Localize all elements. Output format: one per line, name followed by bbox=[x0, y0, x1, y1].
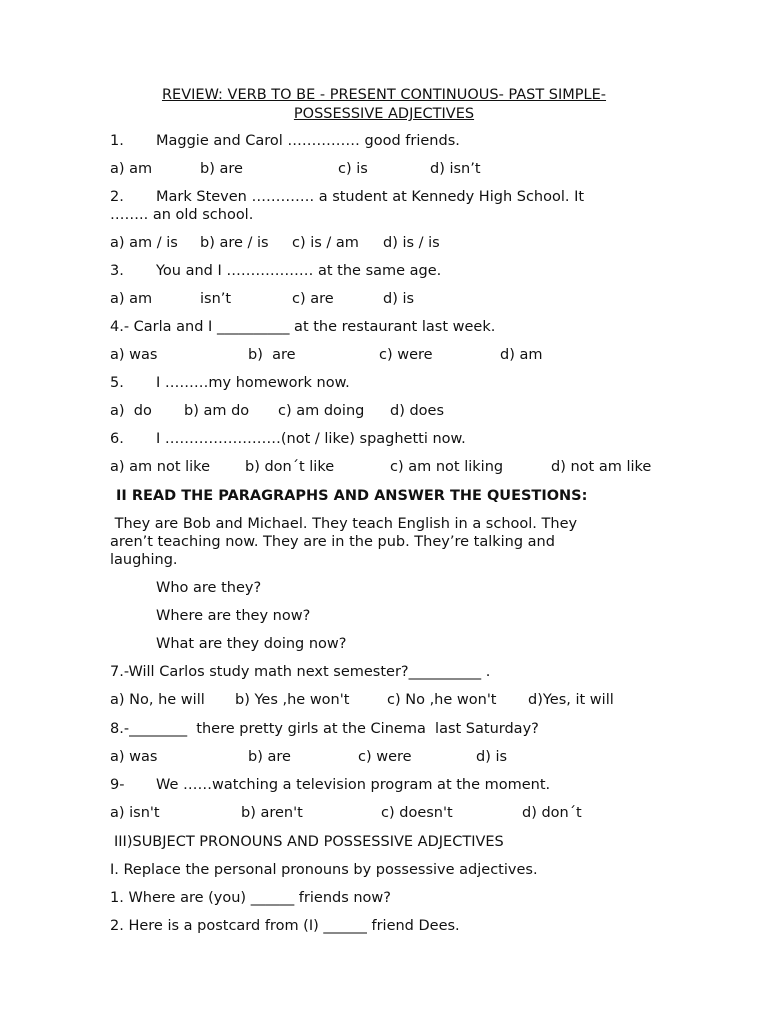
reading-question-3: What are they doing now? bbox=[156, 636, 347, 652]
q6-number: 6. bbox=[110, 431, 124, 447]
q3-option-a: a) am bbox=[110, 291, 153, 307]
q5-option-c: c) am doing bbox=[278, 403, 365, 419]
q9-number: 9- bbox=[110, 777, 125, 793]
q5-option-b: b) am do bbox=[184, 403, 250, 419]
q7-option-d: d)Yes, it will bbox=[528, 692, 614, 708]
paragraph-line-1: They are Bob and Michael. They teach English in a school. They bbox=[110, 516, 578, 532]
q7-option-a: a) No, he will bbox=[110, 692, 205, 708]
q9-option-b: b) aren't bbox=[241, 805, 303, 821]
q9-option-c: c) doesn't bbox=[381, 805, 453, 821]
q4-text: 4.- Carla and I __________ at the restaurant last week. bbox=[110, 319, 496, 335]
q4-option-d: d) am bbox=[500, 347, 543, 363]
q5-option-d: d) does bbox=[390, 403, 445, 419]
paragraph-line-3: laughing. bbox=[110, 552, 178, 568]
q8-option-b: b) are bbox=[248, 749, 291, 765]
q5-number: 5. bbox=[110, 375, 124, 391]
q3-text: You and I ……………… at the same age. bbox=[156, 263, 442, 279]
q9-option-a: a) isn't bbox=[110, 805, 160, 821]
q4-option-b: b) are bbox=[248, 347, 296, 363]
q3-option-c: c) are bbox=[292, 291, 334, 307]
q6-text: I ……………………(not / like) spaghetti now. bbox=[156, 431, 466, 447]
q3-option-b: isn’t bbox=[200, 291, 232, 307]
q6-option-a: a) am not like bbox=[110, 459, 210, 475]
section-3-heading: III)SUBJECT PRONOUNS AND POSSESSIVE ADJECTIVES bbox=[114, 834, 504, 850]
title-line-2: POSSESSIVE ADJECTIVES bbox=[293, 106, 475, 122]
q1-number: 1. bbox=[110, 133, 124, 149]
q1-option-c: c) is bbox=[338, 161, 368, 177]
q3-number: 3. bbox=[110, 263, 124, 279]
q7-text: 7.-Will Carlos study math next semester?__________ . bbox=[110, 664, 491, 680]
reading-question-2: Where are they now? bbox=[156, 608, 311, 624]
q2-option-c: c) is / am bbox=[292, 235, 359, 251]
q8-option-a: a) was bbox=[110, 749, 158, 765]
q8-text: 8.-________ there pretty girls at the Cinema last Saturday? bbox=[110, 721, 539, 737]
paragraph-line-2: aren’t teaching now. They are in the pub. They’re talking and bbox=[110, 534, 555, 550]
q2-number: 2. bbox=[110, 189, 124, 205]
q6-option-d: d) not am like bbox=[551, 459, 652, 475]
q7-option-c: c) No ,he won't bbox=[387, 692, 497, 708]
q5-text: I ………my homework now. bbox=[156, 375, 350, 391]
title-line-1: REVIEW: VERB TO BE - PRESENT CONTINUOUS- PAST SIMPLE- bbox=[161, 87, 607, 103]
q9-option-d: d) don´t bbox=[522, 805, 582, 821]
q4-option-c: c) were bbox=[379, 347, 433, 363]
q9-text: We ……watching a television program at the moment. bbox=[156, 777, 551, 793]
q1-option-d: d) isn’t bbox=[430, 161, 481, 177]
q2-option-a: a) am / is bbox=[110, 235, 178, 251]
q1-option-b: b) are bbox=[200, 161, 243, 177]
q6-option-c: c) am not liking bbox=[390, 459, 504, 475]
q1-text: Maggie and Carol …………… good friends. bbox=[156, 133, 460, 149]
q7-option-b: b) Yes ,he won't bbox=[235, 692, 350, 708]
q2-option-b: b) are / is bbox=[200, 235, 269, 251]
q8-option-d: d) is bbox=[476, 749, 508, 765]
q4-option-a: a) was bbox=[110, 347, 158, 363]
q2-text-cont: …….. an old school. bbox=[110, 207, 254, 223]
section-3-instruction: I. Replace the personal pronouns by possessive adjectives. bbox=[110, 862, 538, 878]
q8-option-c: c) were bbox=[358, 749, 412, 765]
q3-option-d: d) is bbox=[383, 291, 415, 307]
section-3-item-1: 1. Where are (you) ______ friends now? bbox=[110, 890, 391, 906]
section-2-heading: II READ THE PARAGRAPHS AND ANSWER THE QUESTIONS: bbox=[116, 488, 588, 504]
q2-option-d: d) is / is bbox=[383, 235, 440, 251]
section-3-item-2: 2. Here is a postcard from (I) ______ friend Dees. bbox=[110, 918, 460, 934]
q2-text: Mark Steven …………. a student at Kennedy High School. It bbox=[156, 189, 585, 205]
q6-option-b: b) don´t like bbox=[245, 459, 335, 475]
q1-option-a: a) am bbox=[110, 161, 153, 177]
q5-option-a: a) do bbox=[110, 403, 152, 419]
reading-question-1: Who are they? bbox=[156, 580, 262, 596]
